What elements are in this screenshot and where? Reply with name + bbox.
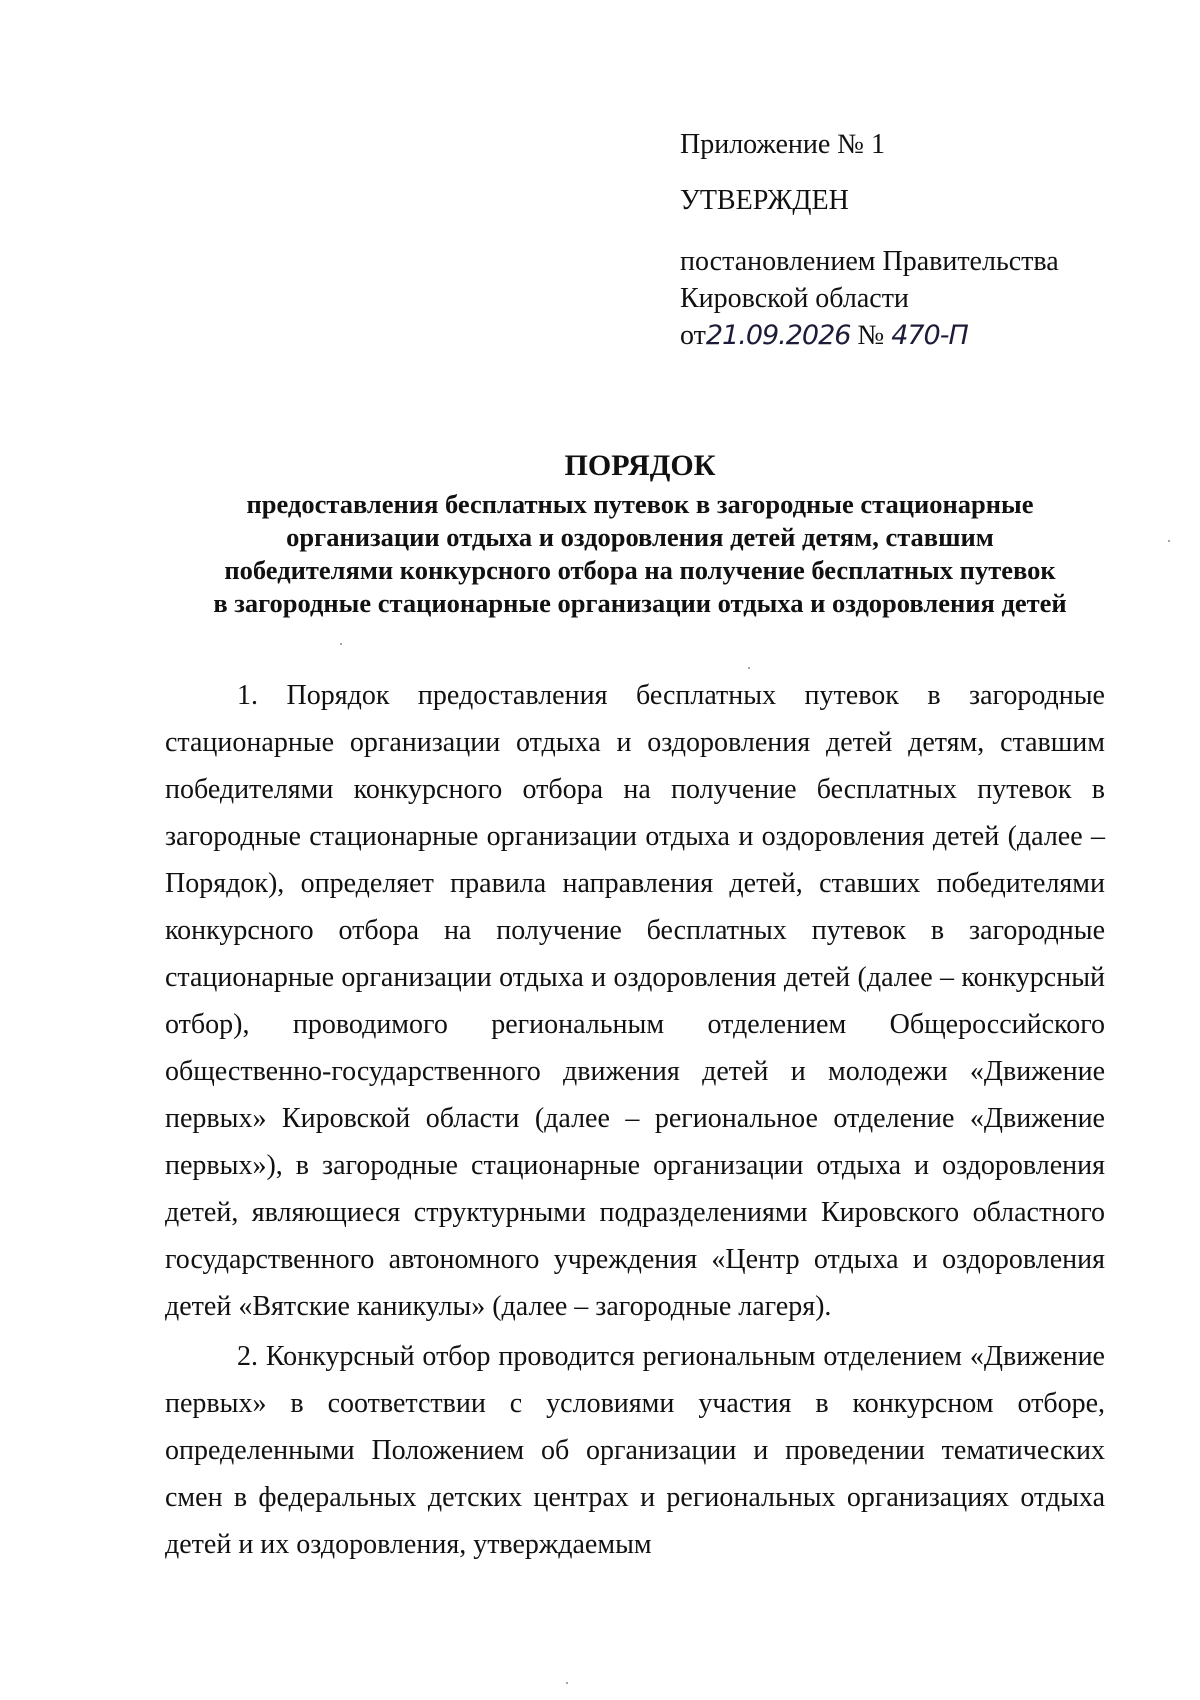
approval-line-1: постановлением Правительства — [680, 246, 1059, 277]
document-title-block — [150, 448, 1130, 620]
handwritten-number: 470-П — [891, 320, 968, 351]
scan-speck — [1168, 540, 1170, 542]
subtitle-line-2: организации отдыха и оздоровления детей детям, ставшим — [286, 522, 994, 552]
handwritten-date: 21.09.2026 — [705, 320, 851, 351]
subtitle-line-3: победителями конкурсного отбора на получение бесплатных путевок — [224, 555, 1056, 585]
subtitle-line-1: предоставления бесплатных путевок в загородные стационарные — [246, 489, 1034, 519]
document-title: ПОРЯДОК — [564, 449, 716, 482]
subtitle-line-4: в загородные стационарные организации отдыха и оздоровления детей — [213, 588, 1067, 618]
paragraph-2: 2. Конкурсный отбор проводится региональным отделением «Движение первых» в соответствии с условиями участия в конкурсном отборе, определенными Положением об организации и проведении тематических смен в федеральных детских центрах и региональных организациях отдыха детей и их оздоровления, утверждаемым — [165, 1341, 1105, 1560]
scan-speck — [566, 1682, 568, 1684]
number-sign: № — [857, 320, 885, 351]
appendix-label: Приложение № 1 — [680, 129, 885, 160]
scan-speck — [340, 643, 342, 645]
document-body — [165, 672, 1105, 1568]
approved-label: УТВЕРЖДЕН — [680, 185, 849, 216]
date-prefix: от — [680, 320, 706, 351]
approval-block — [680, 126, 1150, 354]
scan-speck — [748, 667, 750, 669]
approval-date-line — [680, 317, 1150, 354]
approval-line-2: Кировской области — [680, 283, 909, 314]
paragraph-1: 1. Порядок предоставления бесплатных путевок в загородные стационарные организации отдыха и оздоровления детей детям, ставшим победителями конкурсного отбора на получение бесплатных путевок в загородные стационарные организации отдыха и оздоровления детей (далее – Порядок), определяет правила направления детей, ставших победителями конкурсного отбора на получение бесплатных путевок в загородные стационарные организации отдыха и оздоровления детей (далее – конкурсный отбор), проводимого региональным отделением Общероссийского общественно-государственного движения детей и молодежи «Движение первых» Кировской области (далее – региональное отделение «Движение первых»), в загородные стационарные организации отдыха и оздоровления детей, являющиеся структурными подразделениями Кировского областного государственного автономного учреждения «Центр отдыха и оздоровления детей «Вятские каникулы» (далее – загородные лагеря). — [165, 680, 1105, 1322]
